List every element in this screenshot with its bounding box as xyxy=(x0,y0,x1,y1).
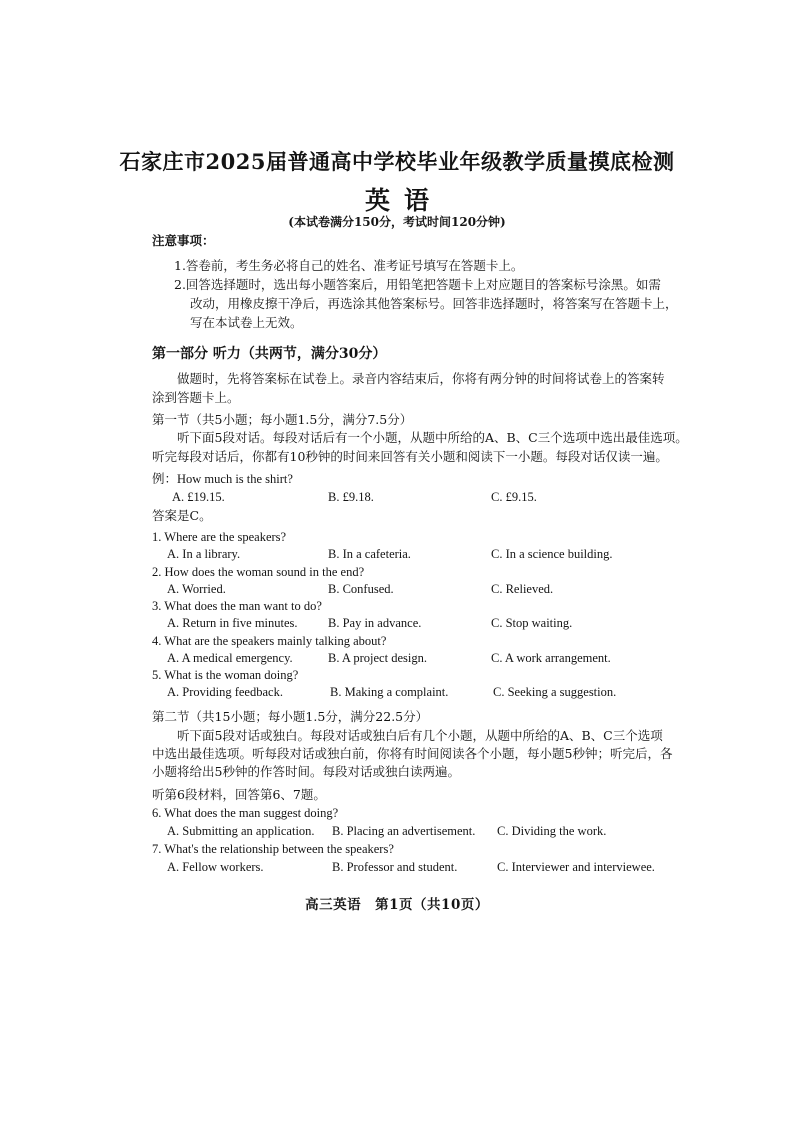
question-1: 1. Where are the speakers? xyxy=(152,530,287,544)
notes-item-1: 1.答卷前，考生务必将自己的姓名、准考证号填写在答题卡上。 xyxy=(174,258,524,273)
section1-heading: 第一节（共5小题；每小题1.5分，满分7.5分） xyxy=(152,412,413,427)
question-2-option-a: A. Worried. xyxy=(167,582,226,596)
question-5: 5. What is the woman doing? xyxy=(152,668,299,682)
question-3-option-b: B. Pay in advance. xyxy=(328,616,422,630)
example-option-b: B. £9.18. xyxy=(328,490,374,504)
section2-heading: 第二节（共15小题；每小题1.5分，满分22.5分） xyxy=(152,709,429,724)
question-4-option-a: A. A medical emergency. xyxy=(167,651,293,665)
question-7: 7. What's the relationship between the speakers? xyxy=(152,842,394,856)
question-6-option-c: C. Dividing the work. xyxy=(497,824,607,838)
section2-instruction-line-1: 听下面5段对话或独白。每段对话或独白后有几个小题，从题中所给的A、B、C三个选项 xyxy=(177,728,663,743)
question-1-option-c: C. In a science building. xyxy=(491,547,613,561)
subject-title: 英语 xyxy=(364,186,443,215)
question-7-option-c: C. Interviewer and interviewee. xyxy=(497,860,655,874)
example-option-c: C. £9.15. xyxy=(491,490,537,504)
question-7-option-b: B. Professor and student. xyxy=(332,860,458,874)
part1-heading: 第一部分 听力（共两节，满分30分） xyxy=(152,346,387,362)
question-3: 3. What does the man want to do? xyxy=(152,599,322,613)
part1-intro-line-2: 涂到答题卡上。 xyxy=(152,390,240,405)
notes-item-2-line-1: 2.回答选择题时，选出每小题答案后，用铅笔把答题卡上对应题目的答案标号涂黑。如需 xyxy=(174,277,661,292)
question-2: 2. How does the woman sound in the end? xyxy=(152,565,365,579)
question-6: 6. What does the man suggest doing? xyxy=(152,806,339,820)
example-option-a: A. £19.15. xyxy=(172,490,225,504)
page-footer: 高三英语 第1页（共10页） xyxy=(305,897,489,913)
section1-instruction-line-1: 听下面5段对话。每段对话后有一个小题，从题中所给的A、B、C三个选项中选出最佳选项。 xyxy=(177,430,688,445)
section1-instruction-line-2: 听完每段对话后，你都有10秒钟的时间来回答有关小题和阅读下一小题。每段对话仅读一遍。 xyxy=(152,449,668,464)
question-7-option-a: A. Fellow workers. xyxy=(167,860,264,874)
question-6-option-b: B. Placing an advertisement. xyxy=(332,824,476,838)
exam-title: 石家庄市2025届普通高中学校毕业年级教学质量摸底检测 xyxy=(119,149,675,174)
material-6-label: 听第6段材料，回答第6、7题。 xyxy=(152,787,326,802)
question-1-option-a: A. In a library. xyxy=(167,547,241,561)
part1-intro-line-1: 做题时，先将答案标在试卷上。录音内容结束后，你将有两分钟的时间将试卷上的答案转 xyxy=(177,371,665,386)
question-1-option-b: B. In a cafeteria. xyxy=(328,547,411,561)
question-5-option-b: B. Making a complaint. xyxy=(330,685,449,699)
exam-info: (本试卷满分150分，考试时间120分钟) xyxy=(288,215,506,229)
notes-item-2-line-2: 改动，用橡皮擦干净后，再选涂其他答案标号。回答非选择题时，将答案写在答题卡上， xyxy=(190,296,678,311)
question-2-option-b: B. Confused. xyxy=(328,582,394,596)
question-5-option-c: C. Seeking a suggestion. xyxy=(493,685,617,699)
notes-heading: 注意事项： xyxy=(152,233,215,248)
example-question: 例：How much is the shirt? xyxy=(152,472,293,486)
notes-item-2-line-3: 写在本试卷上无效。 xyxy=(190,315,303,330)
question-6-option-a: A. Submitting an application. xyxy=(167,824,315,838)
question-3-option-c: C. Stop waiting. xyxy=(491,616,573,630)
question-4: 4. What are the speakers mainly talking about? xyxy=(152,634,387,648)
question-2-option-c: C. Relieved. xyxy=(491,582,554,596)
question-3-option-a: A. Return in five minutes. xyxy=(167,616,298,630)
section2-instruction-line-3: 小题将给出5秒钟的作答时间。每段对话或独白读两遍。 xyxy=(152,764,460,779)
question-4-option-b: B. A project design. xyxy=(328,651,427,665)
question-5-option-a: A. Providing feedback. xyxy=(167,685,283,699)
example-answer: 答案是C。 xyxy=(152,508,212,523)
section2-instruction-line-2: 中选出最佳选项。听每段对话或独白前，你将有时间阅读各个小题，每小题5秒钟；听完后，各 xyxy=(152,746,673,761)
question-4-option-c: C. A work arrangement. xyxy=(491,651,611,665)
